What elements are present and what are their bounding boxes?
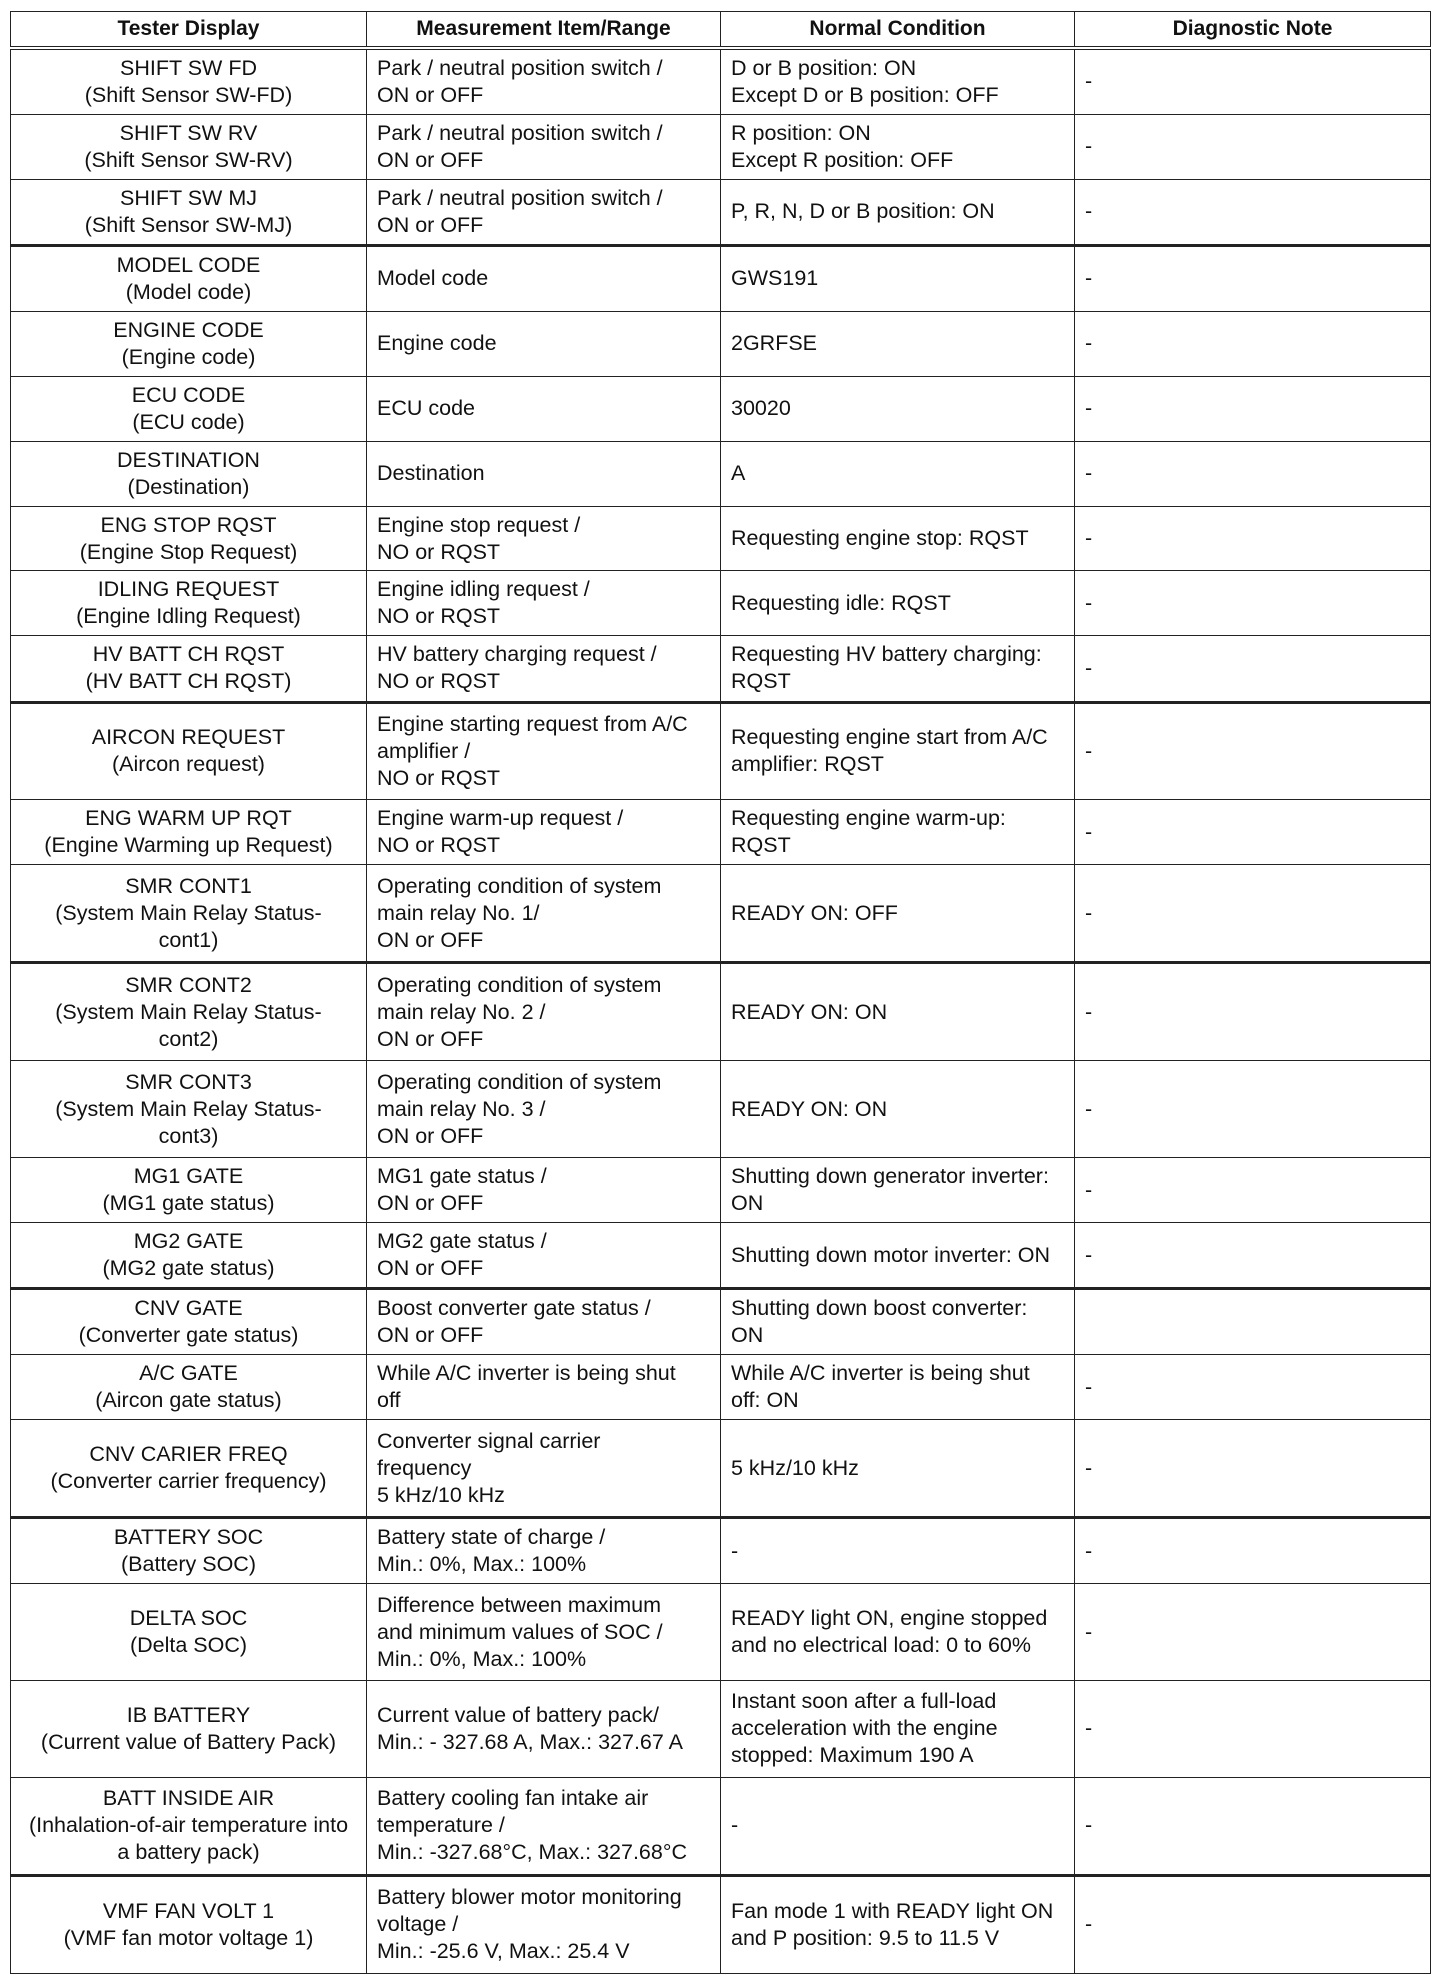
cell-diagnostic-note: - (1075, 865, 1431, 963)
table-header-row (11, 12, 1431, 48)
table-row (11, 48, 1431, 115)
cell-tester-display: ECU CODE (ECU code) (11, 376, 367, 441)
cell-tester-display: IDLING REQUEST (Engine Idling Request) (11, 571, 367, 636)
cell-measurement: Engine warm-up request / NO or RQST (367, 800, 721, 865)
cell-tester-display: ENG WARM UP RQT (Engine Warming up Request) (11, 800, 367, 865)
cell-normal-condition: READY ON: ON (721, 1061, 1075, 1158)
table-row (11, 1223, 1431, 1289)
table-row (11, 441, 1431, 506)
table-row (11, 376, 1431, 441)
cell-diagnostic-note: - (1075, 311, 1431, 376)
table-row (11, 1777, 1431, 1875)
cell-diagnostic-note: - (1075, 1777, 1431, 1875)
cell-diagnostic-note: - (1075, 376, 1431, 441)
cell-measurement: Engine idling request / NO or RQST (367, 571, 721, 636)
cell-diagnostic-note: - (1075, 1420, 1431, 1518)
cell-measurement: Operating condition of system main relay No. 3 / ON or OFF (367, 1061, 721, 1158)
cell-diagnostic-note: - (1075, 48, 1431, 115)
cell-normal-condition: P, R, N, D or B position: ON (721, 179, 1075, 245)
table-row (11, 865, 1431, 963)
table-row (11, 311, 1431, 376)
cell-diagnostic-note: - (1075, 1158, 1431, 1223)
cell-measurement: While A/C inverter is being shut off (367, 1355, 721, 1420)
cell-measurement: Current value of battery pack/ Min.: - 327.68 A, Max.: 327.67 A (367, 1681, 721, 1778)
table-row (11, 1420, 1431, 1518)
cell-measurement: Operating condition of system main relay No. 2 / ON or OFF (367, 963, 721, 1061)
cell-normal-condition: 5 kHz/10 kHz (721, 1420, 1075, 1518)
header-normal-condition: Normal Condition (721, 12, 1075, 48)
cell-normal-condition: GWS191 (721, 245, 1075, 311)
cell-normal-condition: Requesting engine start from A/C amplifier: RQST (721, 702, 1075, 800)
cell-diagnostic-note: - (1075, 179, 1431, 245)
cell-measurement: Model code (367, 245, 721, 311)
cell-measurement: MG1 gate status / ON or OFF (367, 1158, 721, 1223)
cell-tester-display: HV BATT CH RQST (HV BATT CH RQST) (11, 636, 367, 702)
cell-tester-display: ENG STOP RQST (Engine Stop Request) (11, 506, 367, 571)
cell-diagnostic-note: - (1075, 1875, 1431, 1973)
cell-measurement: Difference between maximum and minimum values of SOC / Min.: 0%, Max.: 100% (367, 1584, 721, 1681)
cell-diagnostic-note: - (1075, 1223, 1431, 1289)
table-row (11, 1061, 1431, 1158)
cell-tester-display: MG2 GATE (MG2 gate status) (11, 1223, 367, 1289)
cell-tester-display: SHIFT SW RV (Shift Sensor SW-RV) (11, 114, 367, 179)
cell-diagnostic-note: - (1075, 441, 1431, 506)
cell-measurement: Park / neutral position switch / ON or OFF (367, 179, 721, 245)
table-row (11, 1584, 1431, 1681)
cell-normal-condition: Shutting down boost converter: ON (721, 1289, 1075, 1355)
cell-tester-display: SMR CONT1 (System Main Relay Status- cont1) (11, 865, 367, 963)
cell-normal-condition: A (721, 441, 1075, 506)
cell-normal-condition: Instant soon after a full-load acceleration with the engine stopped: Maximum 190 A (721, 1681, 1075, 1778)
cell-normal-condition: READY ON: ON (721, 963, 1075, 1061)
cell-normal-condition: Requesting engine warm-up: RQST (721, 800, 1075, 865)
cell-tester-display: MODEL CODE (Model code) (11, 245, 367, 311)
table-row (11, 571, 1431, 636)
cell-measurement: Battery cooling fan intake air temperature / Min.: -327.68°C, Max.: 327.68°C (367, 1777, 721, 1875)
header-diagnostic-note: Diagnostic Note (1075, 12, 1431, 48)
table-row (11, 506, 1431, 571)
cell-tester-display: DESTINATION (Destination) (11, 441, 367, 506)
cell-normal-condition: Requesting idle: RQST (721, 571, 1075, 636)
cell-normal-condition: R position: ON Except R position: OFF (721, 114, 1075, 179)
cell-measurement: HV battery charging request / NO or RQST (367, 636, 721, 702)
cell-tester-display: SHIFT SW FD (Shift Sensor SW-FD) (11, 48, 367, 115)
cell-measurement: Park / neutral position switch / ON or OFF (367, 48, 721, 115)
cell-normal-condition: Requesting engine stop: RQST (721, 506, 1075, 571)
cell-measurement: Destination (367, 441, 721, 506)
cell-measurement: MG2 gate status / ON or OFF (367, 1223, 721, 1289)
cell-measurement: Battery state of charge / Min.: 0%, Max.: 100% (367, 1518, 721, 1584)
cell-tester-display: AIRCON REQUEST (Aircon request) (11, 702, 367, 800)
cell-normal-condition: - (721, 1777, 1075, 1875)
cell-diagnostic-note: - (1075, 1518, 1431, 1584)
cell-diagnostic-note: - (1075, 1584, 1431, 1681)
cell-tester-display: DELTA SOC (Delta SOC) (11, 1584, 367, 1681)
cell-diagnostic-note: - (1075, 963, 1431, 1061)
cell-measurement: Park / neutral position switch / ON or OFF (367, 114, 721, 179)
cell-normal-condition: 30020 (721, 376, 1075, 441)
cell-tester-display: IB BATTERY (Current value of Battery Pack) (11, 1681, 367, 1778)
header-tester-display: Tester Display (11, 12, 367, 48)
cell-normal-condition: Shutting down motor inverter: ON (721, 1223, 1075, 1289)
cell-diagnostic-note: - (1075, 1061, 1431, 1158)
table-row (11, 1158, 1431, 1223)
cell-diagnostic-note: - (1075, 1355, 1431, 1420)
cell-measurement: Engine starting request from A/C amplifier / NO or RQST (367, 702, 721, 800)
cell-diagnostic-note: - (1075, 506, 1431, 571)
cell-measurement: Operating condition of system main relay No. 1/ ON or OFF (367, 865, 721, 963)
cell-measurement: Converter signal carrier frequency 5 kHz/10 kHz (367, 1420, 721, 1518)
cell-normal-condition: READY light ON, engine stopped and no electrical load: 0 to 60% (721, 1584, 1075, 1681)
tester-data-table (10, 11, 1431, 1974)
cell-tester-display: A/C GATE (Aircon gate status) (11, 1355, 367, 1420)
cell-measurement: ECU code (367, 376, 721, 441)
cell-normal-condition: Shutting down generator inverter: ON (721, 1158, 1075, 1223)
cell-tester-display: SMR CONT2 (System Main Relay Status- cont2) (11, 963, 367, 1061)
table-row (11, 1518, 1431, 1584)
cell-tester-display: BATTERY SOC (Battery SOC) (11, 1518, 367, 1584)
cell-diagnostic-note (1075, 1289, 1431, 1355)
cell-diagnostic-note: - (1075, 114, 1431, 179)
cell-tester-display: MG1 GATE (MG1 gate status) (11, 1158, 367, 1223)
cell-tester-display: BATT INSIDE AIR (Inhalation-of-air temperature into a battery pack) (11, 1777, 367, 1875)
table-row (11, 800, 1431, 865)
table-row (11, 245, 1431, 311)
cell-measurement: Boost converter gate status / ON or OFF (367, 1289, 721, 1355)
table-row (11, 702, 1431, 800)
cell-diagnostic-note: - (1075, 245, 1431, 311)
cell-tester-display: SMR CONT3 (System Main Relay Status- cont3) (11, 1061, 367, 1158)
table-row (11, 1289, 1431, 1355)
cell-tester-display: SHIFT SW MJ (Shift Sensor SW-MJ) (11, 179, 367, 245)
table-row (11, 963, 1431, 1061)
cell-normal-condition: Requesting HV battery charging: RQST (721, 636, 1075, 702)
cell-diagnostic-note: - (1075, 636, 1431, 702)
cell-tester-display: VMF FAN VOLT 1 (VMF fan motor voltage 1) (11, 1875, 367, 1973)
cell-tester-display: CNV GATE (Converter gate status) (11, 1289, 367, 1355)
table-row (11, 1875, 1431, 1973)
cell-normal-condition: - (721, 1518, 1075, 1584)
cell-measurement: Engine code (367, 311, 721, 376)
cell-normal-condition: READY ON: OFF (721, 865, 1075, 963)
cell-normal-condition: D or B position: ON Except D or B position: OFF (721, 48, 1075, 115)
table-row (11, 1681, 1431, 1778)
cell-normal-condition: While A/C inverter is being shut off: ON (721, 1355, 1075, 1420)
table-row (11, 636, 1431, 702)
cell-tester-display: ENGINE CODE (Engine code) (11, 311, 367, 376)
cell-tester-display: CNV CARIER FREQ (Converter carrier frequency) (11, 1420, 367, 1518)
table-row (11, 114, 1431, 179)
cell-diagnostic-note: - (1075, 702, 1431, 800)
cell-measurement: Battery blower motor monitoring voltage / Min.: -25.6 V, Max.: 25.4 V (367, 1875, 721, 1973)
cell-diagnostic-note: - (1075, 571, 1431, 636)
cell-normal-condition: Fan mode 1 with READY light ON and P position: 9.5 to 11.5 V (721, 1875, 1075, 1973)
cell-diagnostic-note: - (1075, 1681, 1431, 1778)
table-row (11, 179, 1431, 245)
cell-normal-condition: 2GRFSE (721, 311, 1075, 376)
cell-measurement: Engine stop request / NO or RQST (367, 506, 721, 571)
table-row (11, 1355, 1431, 1420)
cell-diagnostic-note: - (1075, 800, 1431, 865)
header-measurement: Measurement Item/Range (367, 12, 721, 48)
